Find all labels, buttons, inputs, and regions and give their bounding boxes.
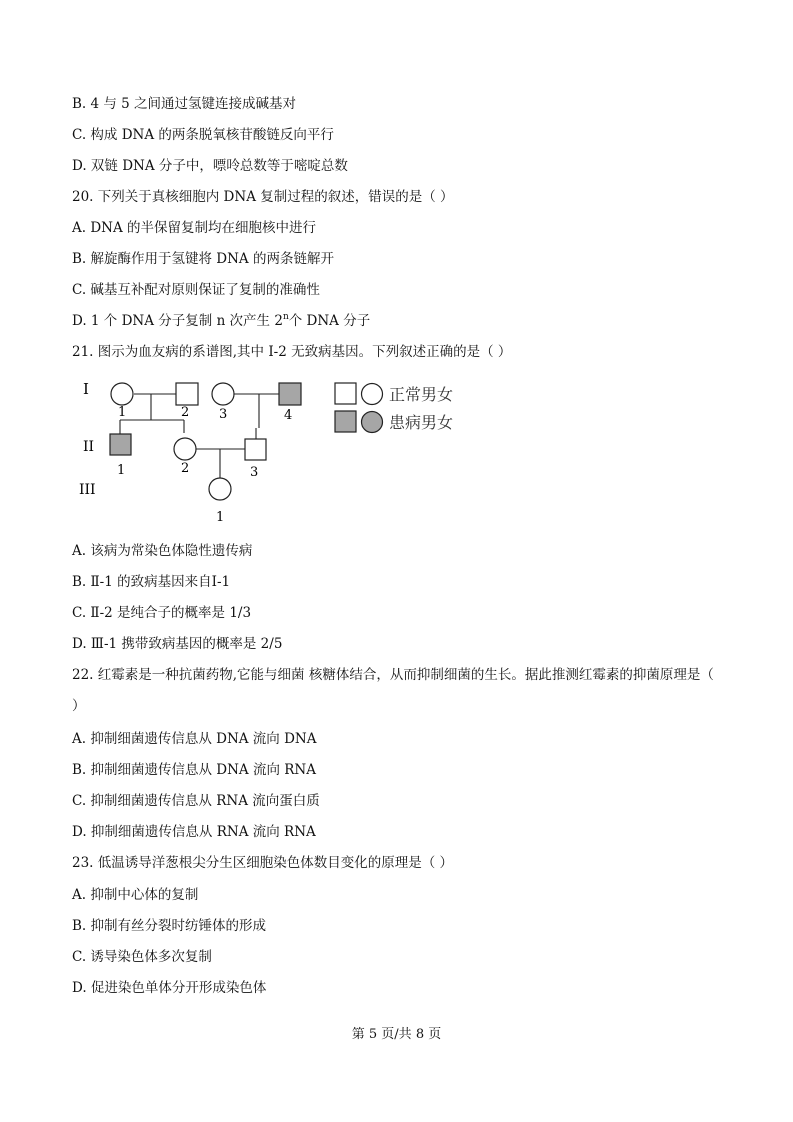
ii2-normal-female [174,438,196,460]
label-iii1: 1 [216,510,225,525]
generation-label-ii: II [83,439,95,455]
legend-affected-label: 患病男女 [389,413,454,432]
q23-stem: 23. 低温诱导洋葱根尖分生区细胞染色体数目变化的原理是（ ） [72,855,454,871]
ii1-affected-male [110,434,131,455]
q20-option-d-tail: 个 DNA 分子 [288,313,371,329]
i3-normal-female [212,383,234,405]
i4-affected-male [279,383,301,405]
generation-label-i: I [83,380,89,398]
q22-stem: 22. 红霉素是一种抗菌药物,它能与细菌 核糖体结合，从而抑制细菌的生长。据此推测红霉素的抑菌原理是（ ） [72,667,714,714]
q21-option-d: D. Ⅲ-1 携带致病基因的概率是 2/5 [72,636,283,652]
label-i3: 3 [219,407,228,422]
q20-option-b: B. 解旋酶作用于氢键将 DNA 的两条链解开 [72,251,334,267]
legend-affected-male-symbol [335,411,356,432]
q23-option-b: B. 抑制有丝分裂时纺锤体的形成 [72,918,267,934]
label-ii1: 1 [117,463,126,478]
i1-normal-female [111,383,133,405]
label-i1: 1 [118,405,127,420]
iii1-normal-female [209,478,231,500]
q19-option-d: D. 双链 DNA 分子中，嘌呤总数等于嘧啶总数 [72,158,348,174]
label-i2: 2 [181,405,190,420]
i2-normal-male [176,383,198,405]
q23-option-d: D. 促进染色单体分开形成染色体 [72,980,267,996]
q23-option-a: A. 抑制中心体的复制 [72,887,199,903]
q23-option-c: C. 诱导染色体多次复制 [72,949,212,965]
legend-affected-female-symbol [362,412,383,433]
q21-option-c: C. Ⅱ-2 是纯合子的概率是 1/3 [72,605,252,621]
q22-option-c: C. 抑制细菌遗传信息从 RNA 流向蛋白质 [72,793,320,809]
label-ii3: 3 [250,465,259,480]
label-ii2: 2 [181,461,190,476]
q21-option-b: B. Ⅱ-1 的致病基因来自Ⅰ-1 [72,574,231,590]
legend-normal-female-symbol [362,384,383,405]
q19-option-c: C. 构成 DNA 的两条脱氧核苷酸链反向平行 [72,127,334,143]
label-i4: 4 [284,408,293,423]
pedigree-chart [70,372,470,530]
legend-normal-label: 正常男女 [389,385,454,404]
q22-option-d: D. 抑制细菌遗传信息从 RNA 流向 RNA [72,824,316,840]
q20-option-d [72,312,370,330]
q20-option-d-text: D. 1 个 DNA 分子复制 n 次产生 2 [72,313,283,329]
ii3-normal-male [245,439,266,460]
q20-option-a: A. DNA 的半保留复制均在细胞核中进行 [72,220,317,236]
generation-label-iii: III [79,482,96,498]
q20-option-d-exponent: n [282,312,289,322]
q20-stem: 20. 下列关于真核细胞内 DNA 复制过程的叙述，错误的是（ ） [72,189,454,205]
q22-option-b: B. 抑制细菌遗传信息从 DNA 流向 RNA [72,762,316,778]
page-footer: 第 5 页/共 8 页 [351,1027,442,1042]
q21-stem: 21. 图示为血友病的系谱图,其中 I-2 无致病基因。下列叙述正确的是（ ） [72,344,512,360]
legend-normal-male-symbol [335,383,356,404]
q19-option-b: B. 4 与 5 之间通过氢键连接成碱基对 [72,96,297,112]
q21-option-a: A. 该病为常染色体隐性遗传病 [72,543,253,559]
q20-option-c: C. 碱基互补配对原则保证了复制的准确性 [72,282,320,298]
q22-option-a: A. 抑制细菌遗传信息从 DNA 流向 DNA [72,731,317,747]
